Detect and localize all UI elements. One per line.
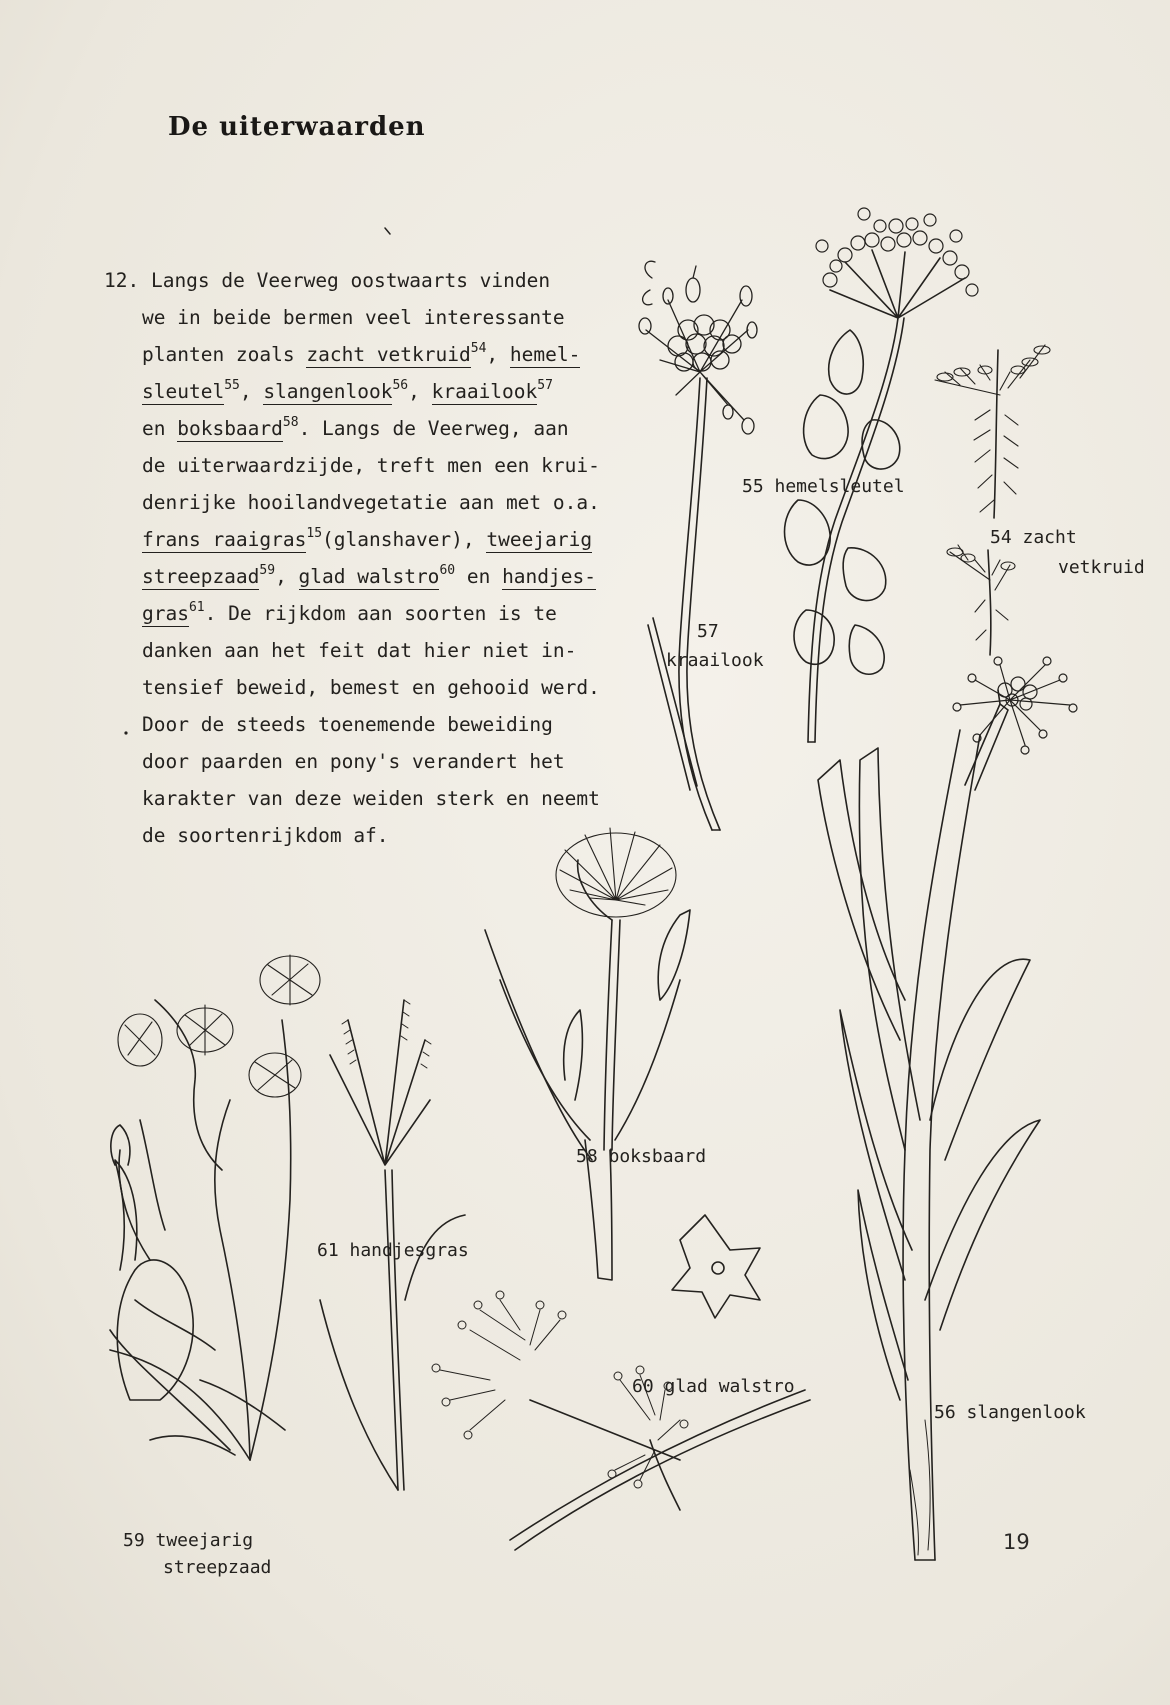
species-name: gras	[142, 602, 189, 625]
text-run: tensief beweid, bemest en gehooid werd.	[142, 676, 600, 699]
caption-kraailook-name: kraailook	[666, 650, 764, 671]
text-run: planten zoals	[142, 343, 307, 366]
footnote-ref: 15	[306, 526, 323, 541]
species-name: handjes-	[502, 565, 596, 588]
species-name: slangenlook	[263, 380, 393, 403]
text-run: en	[455, 565, 503, 588]
caption-glad-walstro: 60 glad walstro	[632, 1376, 795, 1397]
text-run: de uiterwaardzijde, treft men een krui-	[142, 454, 600, 477]
page-heading: De uiterwaarden	[168, 112, 426, 142]
text-run: (glanshaver),	[322, 528, 487, 551]
caption-slangenlook: 56 slangenlook	[934, 1402, 1086, 1423]
species-name: zacht vetkruid	[306, 343, 471, 366]
kraailook-drawing	[639, 261, 757, 830]
text-run: karakter van deze weiden sterk en neemt	[142, 787, 600, 810]
text-run: door paarden en pony's verandert het	[142, 750, 565, 773]
footnote-ref: 58	[282, 415, 299, 430]
species-name: streepzaad	[142, 565, 260, 588]
species-name: hemel-	[509, 343, 581, 366]
text-run: en	[142, 417, 178, 440]
text-run: danken aan het feit dat hier niet in-	[142, 639, 577, 662]
zacht-vetkruid-drawing	[935, 345, 1050, 655]
text-run: . Langs de Veerweg, aan	[298, 417, 569, 440]
caption-hemelsleutel: 55 hemelsleutel	[742, 476, 905, 497]
ink-dot	[124, 731, 127, 734]
species-name: frans raaigras	[142, 528, 307, 551]
text-run: Door de steeds toenemende beweiding	[142, 713, 553, 736]
footnote-ref: 55	[224, 378, 240, 393]
caption-zacht-vetkruid-line2: vetkruid	[1058, 557, 1145, 578]
caption-kraailook-number: 57	[697, 621, 719, 642]
text-run: ,	[239, 380, 264, 403]
tweejarig-streepzaad-drawing	[110, 955, 320, 1460]
text-run: ,	[275, 565, 299, 588]
text-run: we in beide bermen veel interessante	[142, 306, 565, 329]
text-run: de soortenrijkdom af.	[142, 824, 389, 847]
caption-zacht-vetkruid-line1: 54 zacht	[990, 527, 1077, 548]
ink-speck	[385, 228, 390, 234]
caption-tweejarig-line1: 59 tweejarig	[123, 1530, 254, 1551]
footnote-ref: 56	[392, 378, 409, 393]
footnote-ref: 61	[188, 600, 205, 615]
caption-boksbaard: 58 boksbaard	[576, 1146, 707, 1167]
text-run: 12. Langs de Veerweg oostwaarts vinden	[104, 269, 551, 292]
text-run: ,	[486, 343, 510, 366]
caption-handjesgras: 61 handjesgras	[317, 1240, 469, 1261]
species-name: boksbaard	[177, 417, 283, 440]
species-name: kraailook	[431, 380, 538, 403]
caption-tweejarig-line2: streepzaad	[163, 1557, 272, 1578]
boksbaard-drawing	[485, 828, 690, 1280]
footnote-ref: 59	[259, 563, 276, 578]
footnote-ref: 57	[537, 378, 553, 393]
footnote-ref: 60	[439, 563, 456, 578]
text-run: ,	[408, 380, 432, 403]
text-run: . De rijkdom aan soorten is te	[204, 602, 557, 625]
species-name: sleutel	[142, 380, 225, 403]
species-name: glad walstro	[298, 565, 440, 588]
page-number: 19	[1003, 1530, 1030, 1554]
species-name: tweejarig	[486, 528, 593, 551]
footnote-ref: 54	[470, 341, 487, 356]
text-run: denrijke hooilandvegetatie aan met o.a.	[142, 491, 600, 514]
